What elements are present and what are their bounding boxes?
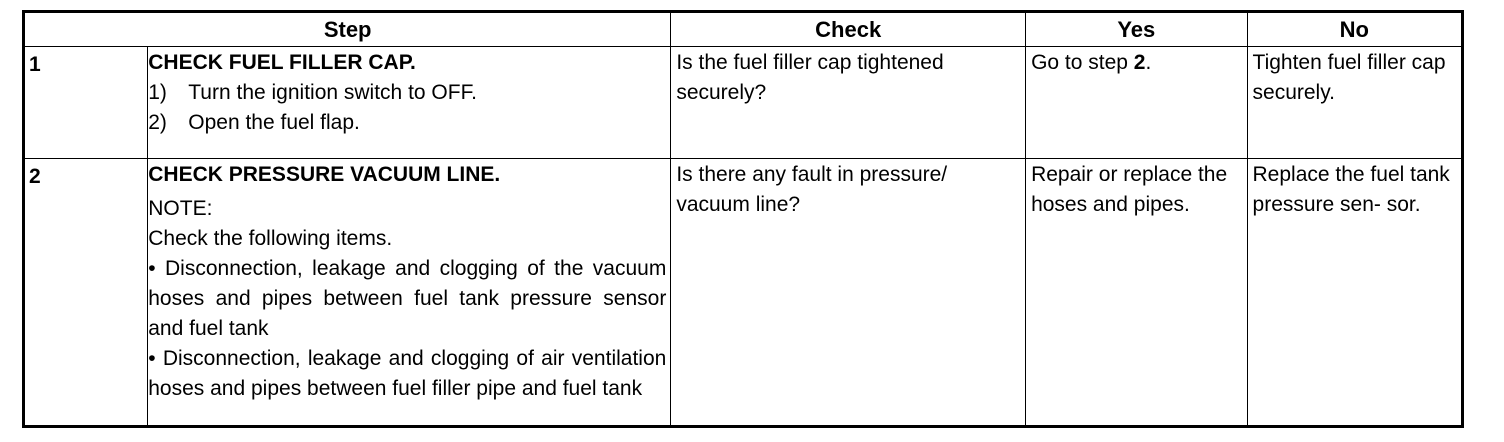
- note-item: • Disconnection, leakage and clogging of air ventilation hoses and pipes between fuel filler pipe and fuel tank: [148, 347, 667, 400]
- step-description: [148, 47, 671, 159]
- substep: [148, 78, 666, 108]
- yes-text: Go to step: [1031, 51, 1134, 74]
- substep-text: Open the fuel flap.: [188, 111, 360, 134]
- header-yes: Yes: [1026, 12, 1247, 47]
- yes-step-ref: 2: [1133, 51, 1146, 74]
- table-row: [24, 159, 1463, 427]
- no-cell: Replace the fuel tank pressure sen- sor.: [1247, 159, 1462, 427]
- substep-index: 2): [148, 111, 167, 134]
- header-step: Step: [24, 12, 671, 47]
- note-intro: Check the following items.: [148, 227, 393, 250]
- check-cell: Is the fuel filler cap tightened securely?: [671, 47, 1026, 159]
- substep-text: Turn the ignition switch to OFF.: [188, 81, 477, 104]
- check-cell: Is there any fault in pressure/ vacuum line?: [671, 159, 1026, 427]
- step-number: 2: [24, 159, 148, 427]
- diagnostic-table: [22, 10, 1464, 428]
- step-title: CHECK PRESSURE VACUUM LINE.: [148, 163, 501, 186]
- table-row: [24, 47, 1463, 159]
- header-no: No: [1247, 12, 1462, 47]
- substep: [148, 108, 666, 138]
- step-title: CHECK FUEL FILLER CAP.: [148, 51, 416, 74]
- step-description: [148, 159, 671, 427]
- step-number: 1: [24, 47, 148, 159]
- yes-suffix: .: [1145, 51, 1152, 74]
- yes-cell: [1026, 47, 1247, 159]
- substep-index: 1): [148, 81, 167, 104]
- header-check: Check: [671, 12, 1026, 47]
- header-row: [24, 12, 1463, 47]
- no-cell: Tighten fuel filler cap securely.: [1247, 47, 1462, 159]
- note-label: NOTE:: [148, 197, 213, 220]
- note-item: • Disconnection, leakage and clogging of the vacuum hoses and pipes between fuel tank pressure sensor and fuel tank: [148, 257, 667, 340]
- yes-cell: Repair or replace the hoses and pipes.: [1026, 159, 1247, 427]
